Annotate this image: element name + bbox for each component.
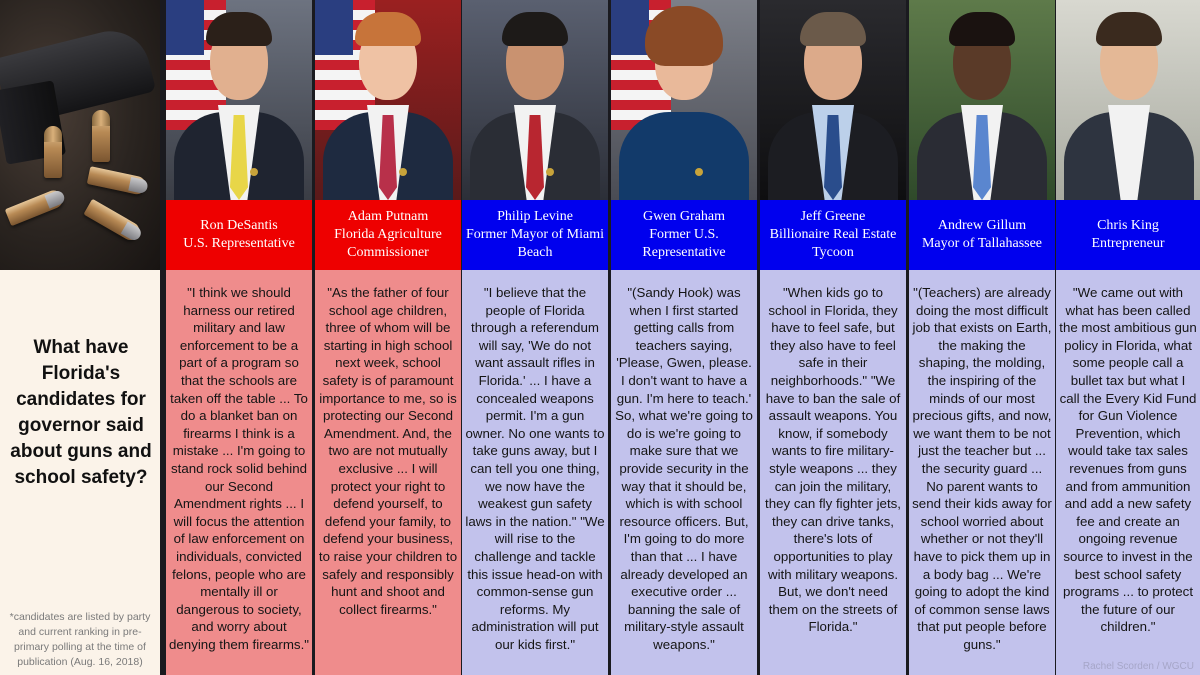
name-label xyxy=(315,200,461,270)
quote-box xyxy=(462,270,608,675)
bullet-icon xyxy=(5,188,66,226)
portrait-king xyxy=(1056,0,1200,200)
candidate-title: Former Mayor of Miami Beach xyxy=(465,227,605,260)
candidate-column-levine xyxy=(462,0,608,675)
lapel-pin-icon xyxy=(546,168,554,176)
candidate-name: Gwen Graham xyxy=(642,209,726,224)
footnote: *candidates are listed by party and current ranking in pre-primary polling at the time of publication (Aug. 16, 2018) xyxy=(9,611,151,668)
candidate-title: Former U.S. Representative xyxy=(642,227,726,260)
candidate-name: Chris King xyxy=(1097,218,1159,233)
candidate-name: Adam Putnam xyxy=(347,209,429,224)
candidate-column-gillum xyxy=(909,0,1055,675)
candidate-name: Philip Levine xyxy=(497,209,573,224)
quote-box xyxy=(611,270,757,675)
candidate-quote: "(Sandy Hook) was when I first started getting calls from teachers saying, 'Please, Gwen, please. I don't want to have a gun. I'm here to teach.' So, what we're going to do is we're going to make sure that we provide security in the way that it should be, which is with school resource officers. But, I'm going to do more than that ... I have already developed an executive order ... banning the sale of military-style assault weapons." xyxy=(615,285,753,652)
candidate-quote: "As the father of four school age children, three of whom will be starting in high school next week, school safety is of paramount importance to me, so is protecting our Second Amendment. And, the two are not mutually exclusive ... I will protect your right to defend yourself, to defend your family, to defend your business, to raise your children to safely and responsibly hunt and shoot and collect firearms." xyxy=(318,285,458,617)
candidate-name: Ron DeSantis xyxy=(200,218,278,233)
candidate-quote: "We came out with what has been called the most ambitious gun policy in Florida, what some people call a bullet tax but what I call the Every Kid Fund for Gun Violence Prevention, which would take tax sales revenues from guns and from ammunition and add a new safety fee and create an ongoing revenue source to invest in the best school safety programs ... to protect the future of our children." xyxy=(1059,285,1197,635)
candidate-name: Andrew Gillum xyxy=(937,218,1027,233)
candidate-title: U.S. Representative xyxy=(183,236,295,251)
quote-box xyxy=(166,270,312,675)
name-label xyxy=(1056,200,1200,270)
name-label xyxy=(462,200,608,270)
candidate-title: Mayor of Tallahassee xyxy=(921,236,1043,251)
lapel-pin-icon xyxy=(695,168,703,176)
candidate-column-king xyxy=(1056,0,1200,675)
name-label xyxy=(760,200,906,270)
candidate-column-greene xyxy=(760,0,906,675)
quote-box xyxy=(315,270,461,675)
bullet-icon xyxy=(44,128,62,178)
candidate-title: Florida Agriculture Commissioner xyxy=(334,227,442,260)
portrait-greene xyxy=(760,0,906,200)
candidate-title: Entrepreneur xyxy=(1091,236,1165,251)
quote-box xyxy=(909,270,1055,675)
photo-credit: Rachel Scorden / WGCU xyxy=(1082,661,1194,672)
lapel-pin-icon xyxy=(399,168,407,176)
candidate-quote: "(Teachers) are already doing the most difficult job that exists on Earth, the making the shaping, the molding, the inspiring of the minds of our most precious gifts, and now, we want them to be not just the teacher but ... the security guard ... No parent wants to send their kids away for school worried about whether or not they'll have to pick them up in a body bag ... We're going to adopt the kind of common sense laws that put people before guns." xyxy=(912,285,1052,652)
portrait-levine xyxy=(462,0,608,200)
lapel-pin-icon xyxy=(250,168,258,176)
name-label xyxy=(611,200,757,270)
gun-and-bullets-photo xyxy=(0,0,160,270)
candidate-column-putnam xyxy=(315,0,461,675)
name-label xyxy=(909,200,1055,270)
candidate-title: Billionaire Real Estate Tycoon xyxy=(769,227,897,260)
candidate-quote: "I think we should harness our retired military and law enforcement to be a part of a program so that the schools are taken off the table ... To do a blanket ban on firearms I think is a mistake ... I'm going to stand rock solid behind our Second Amendment rights ... I will focus the attention of law enforcement on individuals, convicted felons, people who are mentally ill or dangerous to society, and worry about denying them firearms." xyxy=(169,285,309,652)
headline-question: What have Florida's candidates for governor said about guns and school safety? xyxy=(10,337,152,488)
candidate-quote: "When kids go to school in Florida, they have to feel safe, but they also have to feel safe in their neighborhoods." "We have to ban the sale of assault weapons. You know, if somebody wants to fire military-style weapons ... they can join the military, they can fly fighter jets, they can drive tanks, there's lots of opportunities to play with military weapons. But, we don't need them on the streets of Florida." xyxy=(765,285,901,635)
bullet-icon xyxy=(87,166,147,196)
portrait-putnam xyxy=(315,0,461,200)
portrait-desantis xyxy=(166,0,312,200)
portrait-gillum xyxy=(909,0,1055,200)
quote-box xyxy=(760,270,906,675)
name-label xyxy=(166,200,312,270)
bullet-icon xyxy=(92,112,110,162)
portrait-graham xyxy=(611,0,757,200)
candidate-column-desantis xyxy=(166,0,312,675)
quote-box xyxy=(1056,270,1200,675)
candidate-quote: "I believe that the people of Florida through a referendum will say, 'We do not want assault rifles in Florida.' ... I have a concealed weapons permit. I'm a gun owner. No one wants to take guns away, but I can tell you one thing, we now have the weakest gun safety laws in the nation." "We will rise to the challenge and tackle this issue head-on with common-sense gun reforms. My administration will put our kids first." xyxy=(465,285,605,652)
candidate-name: Jeff Greene xyxy=(800,209,866,224)
candidate-column-graham xyxy=(611,0,757,675)
bullet-icon xyxy=(83,199,142,244)
intro-panel xyxy=(0,0,160,675)
